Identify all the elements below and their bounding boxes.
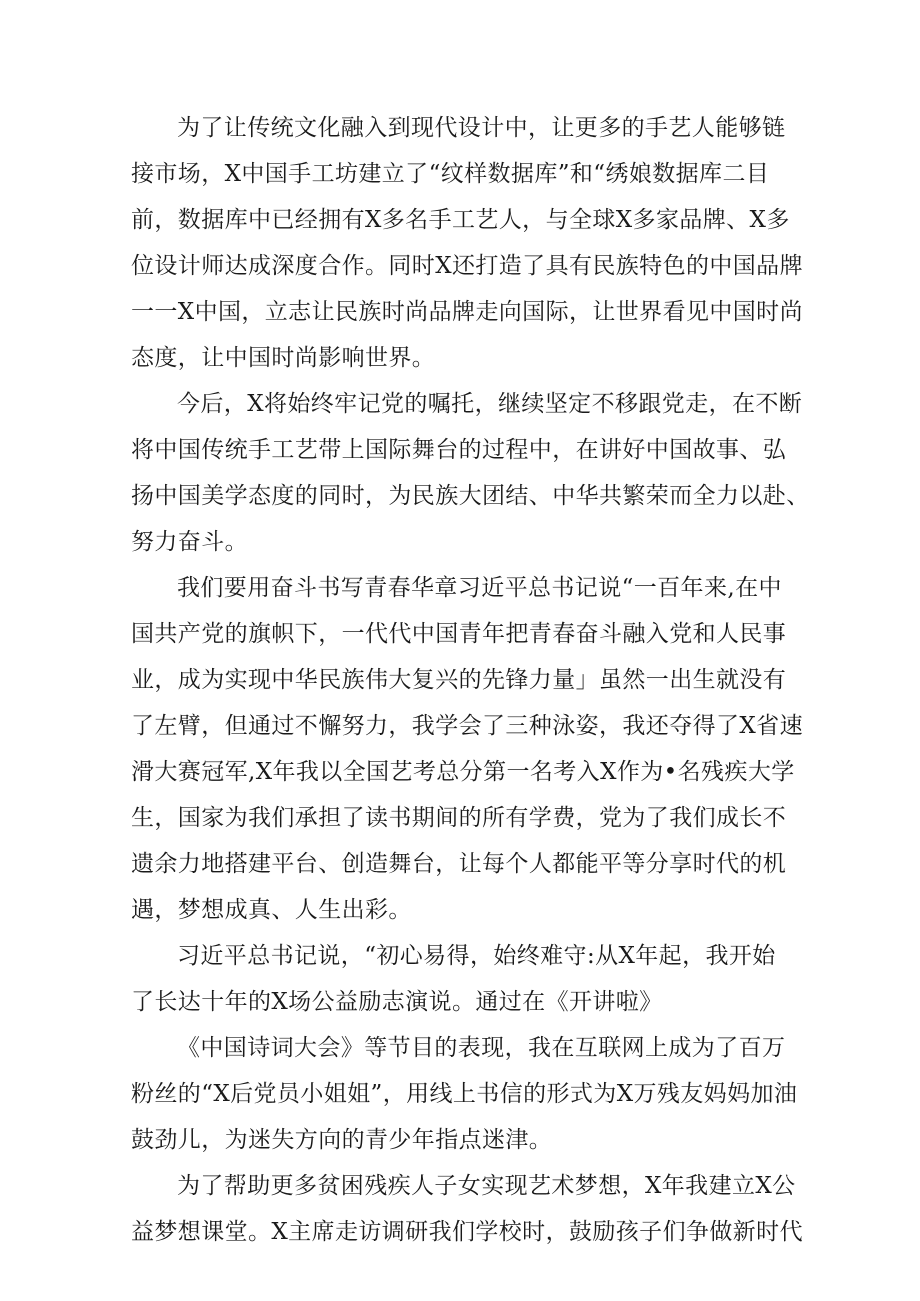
text-line: 态度，让中国时尚影响世界。 <box>131 345 436 371</box>
document-body <box>131 105 810 1255</box>
text-line: 努力奋斗。 <box>131 529 248 555</box>
text-line: 粉丝的“X后党员小姐姐”，用线上书信的形式为X万残友妈妈加油 <box>131 1081 798 1107</box>
text-line: 业，成为实现中华民族伟大复兴的先锋力量」虽然一出生就没有 <box>131 667 787 693</box>
text-line: 扬中国美学态度的同时，为民族大团结、中华共繁荣而全力以赴、 <box>131 483 810 509</box>
paragraph-3 <box>131 565 803 933</box>
text-line: 国共产党的旗帜下，一代代中国青年把青春奋斗融入党和人民事 <box>131 621 787 647</box>
text-line: 前，数据库中已经拥有X多名手工艺人，与全球X多家品牌、X多 <box>131 207 790 233</box>
text-line: 《中国诗词大会》等节目的表现，我在互联网上成为了百万 <box>177 1035 786 1061</box>
text-line: 遗余力地搭建平台、创造舞台，让每个人都能平等分享时代的机 <box>131 851 787 877</box>
text-line: 生，国家为我们承担了读书期间的所有学费，党为了我们成长不 <box>131 805 787 831</box>
text-line: 将中国传统手工艺带上国际舞台的过程中，在讲好中国故事、弘 <box>131 437 787 463</box>
text-line: 遇，梦想成真、人生出彩。 <box>131 897 412 923</box>
text-line: 鼓劲儿，为迷失方向的青少年指点迷津。 <box>131 1127 553 1153</box>
text-line: 今后，X将始终牢记党的嘱托，继续坚定不移跟党走，在不断 <box>177 391 803 417</box>
text-line: 了左臂，但通过不懈努力，我学会了三种泳姿，我还夺得了X省速 <box>131 713 803 739</box>
text-line: 滑大赛冠军,X年我以全国艺考总分第一名考入X作为•名残疾大学 <box>131 759 795 785</box>
text-line: 了长达十年的X场公益励志演说。通过在《开讲啦》 <box>131 989 663 1015</box>
text-line: 为了让传统文化融入到现代设计中，让更多的手艺人能够链 <box>177 115 786 141</box>
text-line: 我们要用奋斗书写青春华章习近平总书记说“一百年来,在中 <box>177 575 782 601</box>
paragraph-4 <box>131 933 791 1025</box>
paragraph-6 <box>131 1163 803 1255</box>
text-line: 益梦想课堂。X主席走访调研我们学校时，鼓励孩子们争做新时代 <box>131 1219 803 1245</box>
text-line: 接市场，X中国手工坊建立了“纹样数据库”和“绣娘数据库二目 <box>131 161 770 187</box>
paragraph-1 <box>131 105 803 381</box>
paragraph-5 <box>131 1025 798 1163</box>
text-line: 一一X中国，立志让民族时尚品牌走向国际，让世界看见中国时尚 <box>131 299 803 325</box>
text-line: 位设计师达成深度合作。同时X还打造了具有民族特色的中国品牌 <box>131 253 803 279</box>
text-line: 习近平总书记说，“初心易得，始终难守:从X年起，我开始 <box>177 943 776 969</box>
text-line: 为了帮助更多贫困残疾人子女实现艺术梦想，X年我建立X公 <box>177 1173 796 1199</box>
paragraph-2 <box>131 381 810 565</box>
